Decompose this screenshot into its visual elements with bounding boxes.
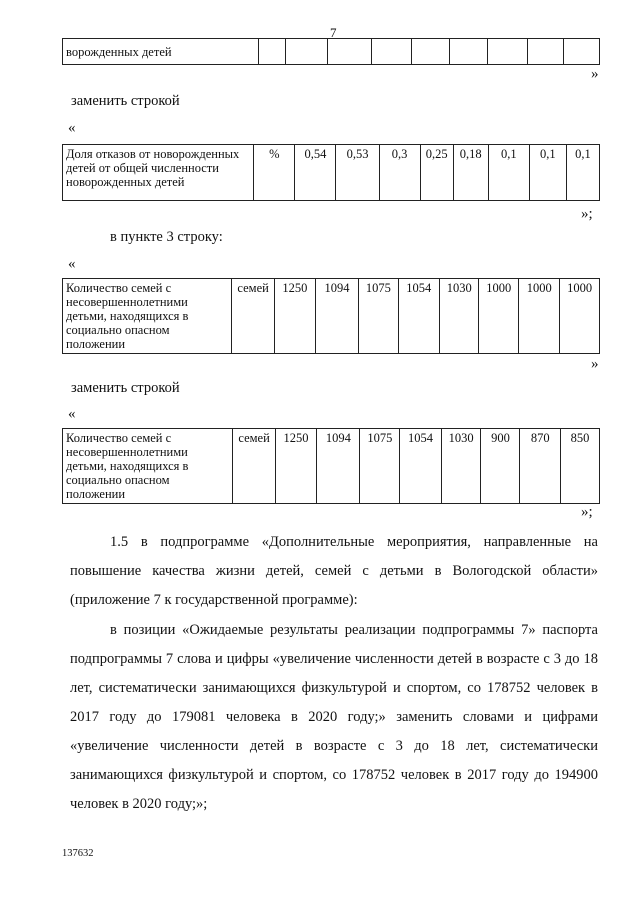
cell (450, 39, 488, 65)
value-cell: 1000 (560, 279, 600, 354)
cell (328, 39, 372, 65)
value-cell: 870 (520, 429, 561, 504)
value-cell: 1250 (274, 279, 315, 354)
value-cell: 1250 (275, 429, 316, 504)
row-name: ворожденных детей (63, 39, 259, 65)
table-families-original (62, 278, 600, 354)
value-cell: 1054 (400, 429, 441, 504)
row-name: Количество семей с несовершеннолетними детьми, находящихся в социально опасном положении (63, 429, 233, 504)
cell (564, 39, 600, 65)
value-cell: 0,54 (295, 145, 336, 201)
table-fragment (62, 38, 600, 65)
value-cell: 850 (561, 429, 600, 504)
unit-cell: % (254, 145, 295, 201)
page-number: 7 (330, 25, 337, 40)
value-cell: 1000 (479, 279, 519, 354)
value-cell: 0,53 (336, 145, 379, 201)
value-cell: 0,25 (420, 145, 453, 201)
value-cell: 0,1 (566, 145, 599, 201)
value-cell: 0,3 (379, 145, 420, 201)
value-cell: 1054 (398, 279, 439, 354)
cell (412, 39, 450, 65)
paragraph-1-5: 1.5 в подпрограмме «Дополнительные мероприятия, направленные на повышение качества жизни детей, семей с детьми в Вологодской области» (приложение 7 к государственной программе): (70, 534, 598, 608)
value-cell: 1030 (441, 429, 481, 504)
cell (258, 39, 286, 65)
cell (372, 39, 412, 65)
closing-quote: » (591, 356, 599, 372)
item-label: в пункте 3 строку: (110, 229, 223, 245)
document-code: 137632 (62, 848, 94, 859)
opening-quote: « (68, 256, 76, 272)
closing-quote: »; (581, 504, 593, 520)
value-cell: 1030 (439, 279, 479, 354)
closing-quote: »; (581, 206, 593, 222)
value-cell: 0,18 (453, 145, 488, 201)
cell (286, 39, 328, 65)
table-share-refusals (62, 144, 600, 201)
cell (488, 39, 528, 65)
unit-cell: семей (233, 429, 275, 504)
value-cell: 1094 (316, 279, 359, 354)
row-name: Доля отказов от новорожденных детей от общей численности новорожденных детей (63, 145, 254, 201)
value-cell: 1075 (360, 429, 400, 504)
table-families-replacement (62, 428, 600, 504)
value-cell: 900 (481, 429, 520, 504)
value-cell: 0,1 (529, 145, 566, 201)
value-cell: 1075 (359, 279, 399, 354)
replace-label: заменить строкой (71, 93, 180, 109)
opening-quote: « (68, 406, 76, 422)
paragraph-position-expected-results: в позиции «Ожидаемые результаты реализации подпрограммы 7» паспорта подпрограммы 7 слова и цифры «увеличение численности детей в возрасте с 3 до 18 лет, систематически занимающихся физкультурой и спортом, со 178752 человек в 2017 году до 179081 человека в 2020 году;» заменить словами и цифрами «увеличение численности детей в возрасте с 3 до 18 лет, систематически занимающихся физкультурой и спортом, со 178752 человек в 2017 году до 194900 человек в 2020 году;»; (70, 622, 598, 812)
value-cell: 0,1 (488, 145, 529, 201)
opening-quote: « (68, 120, 76, 136)
closing-quote: » (591, 66, 599, 82)
row-name: Количество семей с несовершеннолетними детьми, находящихся в социально опасном положении (63, 279, 232, 354)
cell (528, 39, 564, 65)
replace-label: заменить строкой (71, 380, 180, 396)
unit-cell: семей (232, 279, 274, 354)
value-cell: 1000 (519, 279, 560, 354)
value-cell: 1094 (317, 429, 360, 504)
